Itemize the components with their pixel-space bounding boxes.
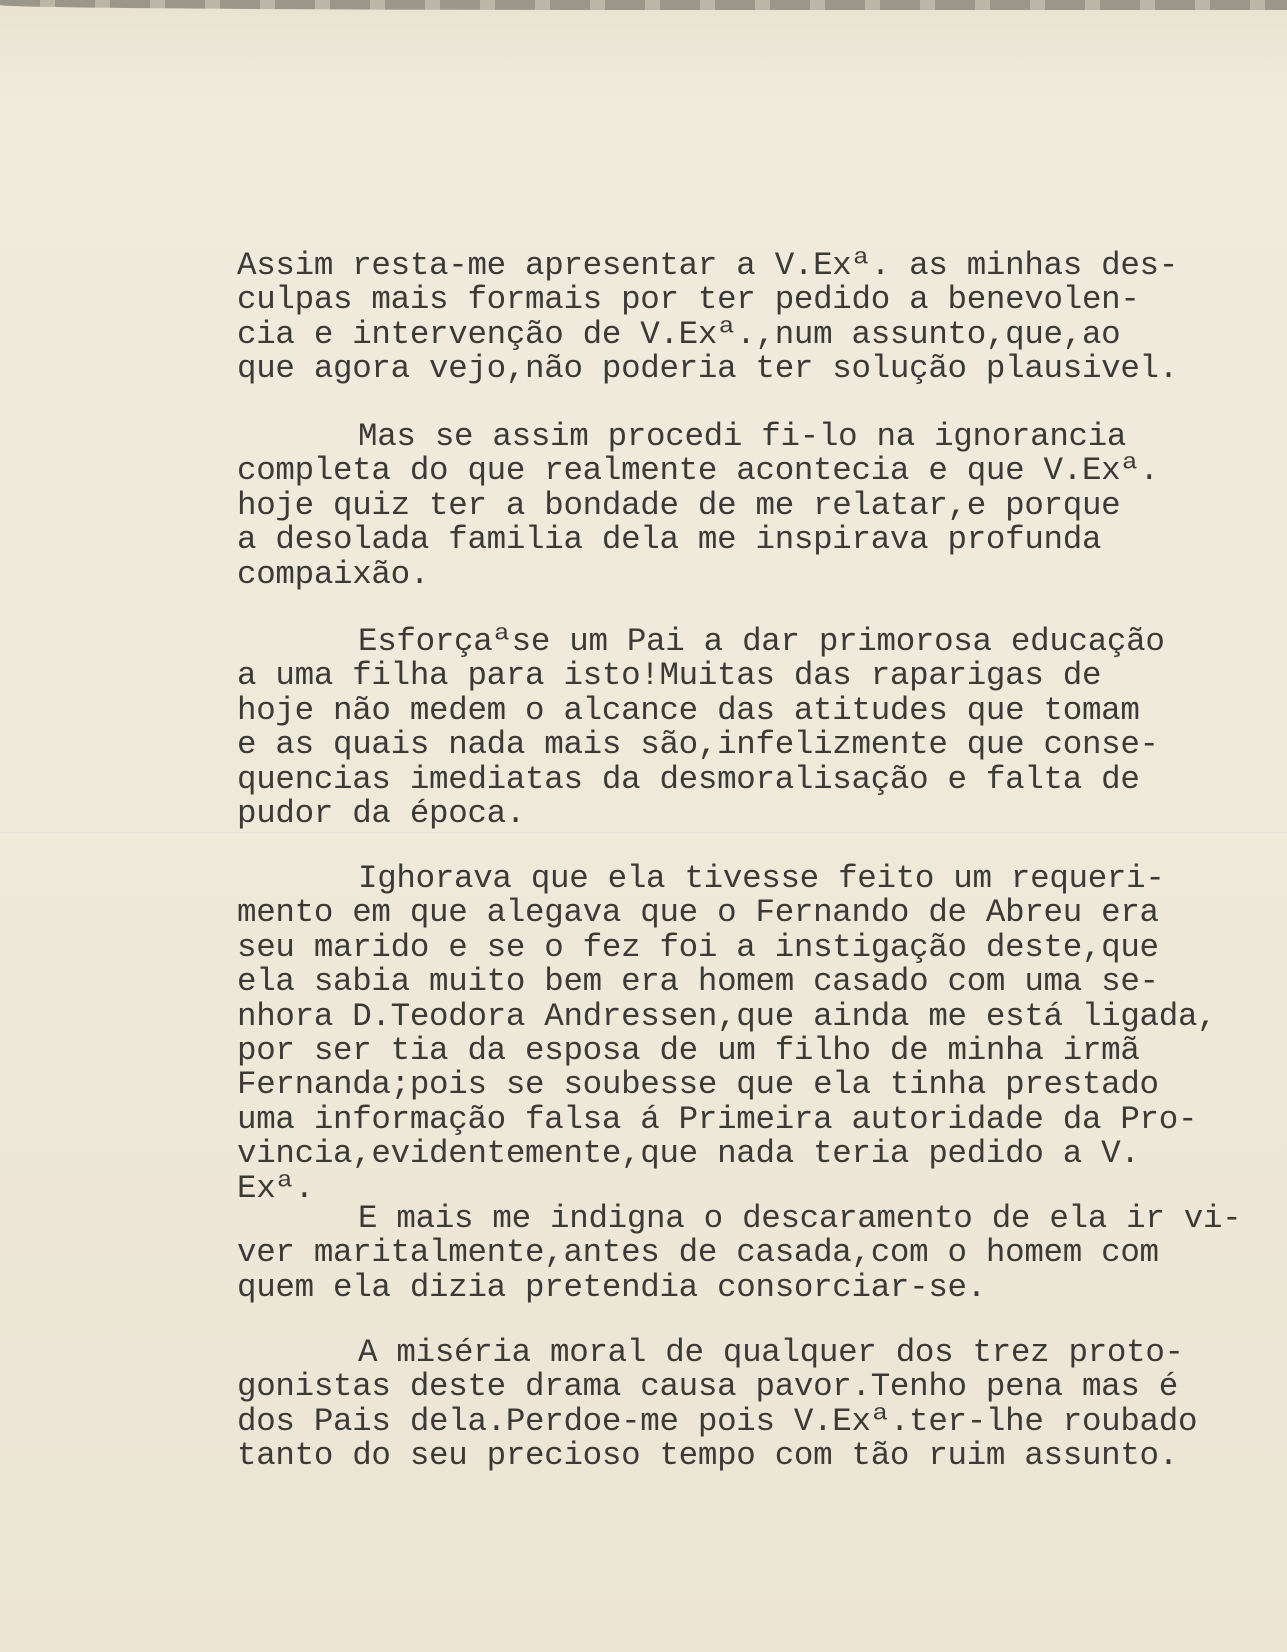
text-line: completa do que realmente acontecia e que V.Exª. bbox=[237, 452, 1159, 490]
text-line: dos Pais dela.Perdoe-me pois V.Exª.ter-lhe roubado bbox=[237, 1402, 1198, 1440]
text-line: compaixão. bbox=[237, 555, 430, 593]
text-line: Exª. bbox=[237, 1169, 314, 1207]
paragraph-requerimento bbox=[237, 862, 1216, 1206]
paragraph-closing bbox=[237, 1336, 1197, 1474]
text-line: Mas se assim procedi fi-lo na ignorancia bbox=[358, 418, 1127, 455]
text-line: a desolada familia dela me inspirava profunda bbox=[237, 521, 1102, 559]
text-line: pudor da época. bbox=[237, 794, 526, 832]
paragraph-indignation bbox=[237, 1202, 1241, 1305]
text-line: uma informação falsa á Primeira autoridade da Pro- bbox=[237, 1100, 1198, 1138]
text-line: gonistas deste drama causa pavor.Tenho pena mas é bbox=[237, 1368, 1178, 1406]
text-line: e as quais nada mais são,infelizmente que conse- bbox=[237, 726, 1159, 764]
text-line: hoje não medem o alcance das atitudes que tomam bbox=[237, 691, 1140, 729]
text-line: a uma filha para isto!Muitas das raparigas de bbox=[237, 657, 1102, 695]
paragraph-education bbox=[237, 625, 1165, 831]
text-line: ela sabia muito bem era homem casado com uma se- bbox=[237, 963, 1159, 1001]
text-line: A miséria moral de qualquer dos trez proto- bbox=[358, 1334, 1184, 1371]
text-line: que agora vejo,não poderia ter solução plausivel. bbox=[237, 350, 1178, 388]
text-line: cia e intervenção de V.Exª.,num assunto,que,ao bbox=[237, 315, 1121, 353]
text-line: quencias imediatas da desmoralisação e falta de bbox=[237, 760, 1140, 798]
text-line: hoje quiz ter a bondade de me relatar,e porque bbox=[237, 486, 1121, 524]
paragraph-apology bbox=[237, 249, 1178, 387]
text-line: mento em que alegava que o Fernando de Abreu era bbox=[237, 894, 1159, 932]
text-line: E mais me indigna o descaramento de ela ir vi- bbox=[358, 1200, 1242, 1237]
text-line: culpas mais formais por ter pedido a benevolen- bbox=[237, 281, 1140, 319]
paragraph-ignorance bbox=[237, 420, 1159, 592]
text-line: vincia,evidentemente,que nada teria pedido a V. bbox=[237, 1135, 1140, 1173]
text-line: seu marido e se o fez foi a instigação deste,que bbox=[237, 928, 1159, 966]
text-line: tanto do seu precioso tempo com tão ruim assunto. bbox=[237, 1437, 1178, 1475]
text-line: Fernanda;pois se soubesse que ela tinha prestado bbox=[237, 1066, 1159, 1104]
text-line: Esforçaªse um Pai a dar primorosa educação bbox=[358, 623, 1165, 660]
paper-fold-line bbox=[0, 832, 1287, 835]
text-line: ver maritalmente,antes de casada,com o homem com bbox=[237, 1234, 1159, 1272]
text-line: quem ela dizia pretendia consorciar-se. bbox=[237, 1268, 986, 1306]
text-line: nhora D.Teodora Andressen,que ainda me está ligada, bbox=[237, 997, 1217, 1035]
paper-top-edge bbox=[0, 0, 1287, 10]
text-line: Ighorava que ela tivesse feito um requeri- bbox=[358, 860, 1165, 897]
text-line: Assim resta-me apresentar a V.Exª. as minhas des- bbox=[237, 247, 1178, 284]
text-line: por ser tia da esposa de um filho de minha irmã bbox=[237, 1031, 1140, 1069]
